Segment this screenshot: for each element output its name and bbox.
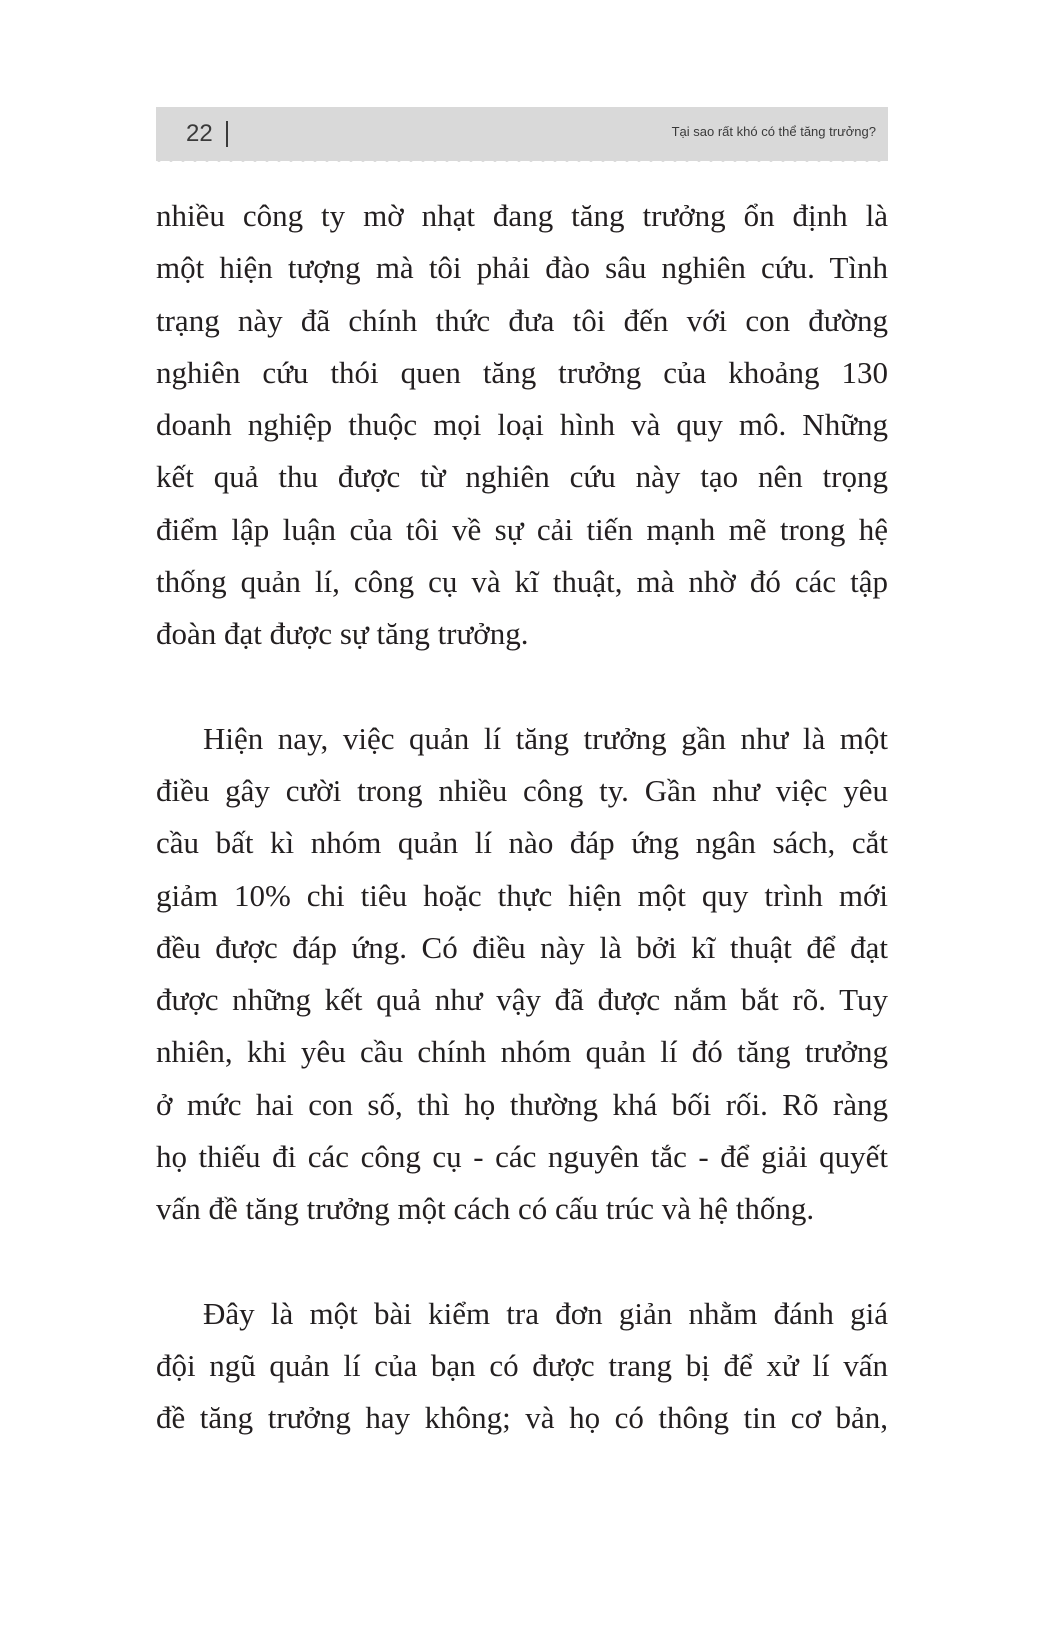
- text-line: Hiện nay, việc quản lí tăng trưởng gần như là một: [203, 720, 888, 756]
- text-line: đề tăng trưởng hay không; và họ có thông tin cơ bản,: [156, 1400, 888, 1436]
- text-line: thống quản lí, công cụ và kĩ thuật, mà nhờ đó các tập: [156, 564, 888, 600]
- paragraph-gap: [156, 661, 888, 713]
- text-line: giảm 10% chi tiêu hoặc thực hiện một quy trình mới: [156, 877, 888, 913]
- page-number-separator: [226, 121, 228, 147]
- paragraph-2: [156, 713, 888, 1236]
- text-line: nghiên cứu thói quen tăng trưởng của khoảng 130: [156, 354, 888, 390]
- text-line: cầu bất kì nhóm quản lí nào đáp ứng ngân sách, cắt: [156, 825, 888, 861]
- text-line: doanh nghiệp thuộc mọi loại hình và quy mô. Những: [156, 407, 888, 443]
- text-line: đoàn đạt được sự tăng trưởng.: [156, 616, 529, 652]
- paragraph-1: [156, 190, 888, 661]
- text-line: nhiên, khi yêu cầu chính nhóm quản lí đó tăng trưởng: [156, 1034, 888, 1070]
- text-line: ở mức hai con số, thì họ thường khá bối rối. Rõ ràng: [156, 1086, 888, 1122]
- paragraph-gap: [156, 1236, 888, 1288]
- text-line: Đây là một bài kiểm tra đơn giản nhằm đánh giá: [203, 1295, 888, 1331]
- text-line: đội ngũ quản lí của bạn có được trang bị để xử lí vấn: [156, 1347, 888, 1383]
- text-line: nhiều công ty mờ nhạt đang tăng trưởng ổn định là: [156, 198, 888, 233]
- header-wavy-edge: [156, 159, 888, 165]
- page-header: [156, 107, 888, 161]
- text-line: kết quả thu được từ nghiên cứu này tạo nên trọng: [156, 459, 888, 495]
- text-line: được những kết quả như vậy đã được nắm bắt rõ. Tuy: [156, 982, 888, 1018]
- text-line: trạng này đã chính thức đưa tôi đến với con đường: [156, 302, 888, 338]
- text-line: đều được đáp ứng. Có điều này là bởi kĩ thuật để đạt: [156, 929, 888, 965]
- text-line: vấn đề tăng trưởng một cách có cấu trúc và hệ thống.: [156, 1191, 815, 1227]
- paragraph-3: [156, 1288, 888, 1445]
- page-number: 22: [186, 120, 213, 147]
- text-line: điều gây cười trong nhiều công ty. Gần như việc yêu: [156, 772, 888, 808]
- text-line: điểm lập luận của tôi về sự cải tiến mạnh mẽ trong hệ: [156, 511, 888, 547]
- body-text: [156, 190, 888, 1445]
- text-line: một hiện tượng mà tôi phải đào sâu nghiên cứu. Tình: [156, 250, 888, 286]
- text-line: họ thiếu đi các công cụ - các nguyên tắc - để giải quyết: [156, 1139, 888, 1175]
- running-title: Tại sao rất khó có thể tăng trưởng?: [671, 124, 876, 139]
